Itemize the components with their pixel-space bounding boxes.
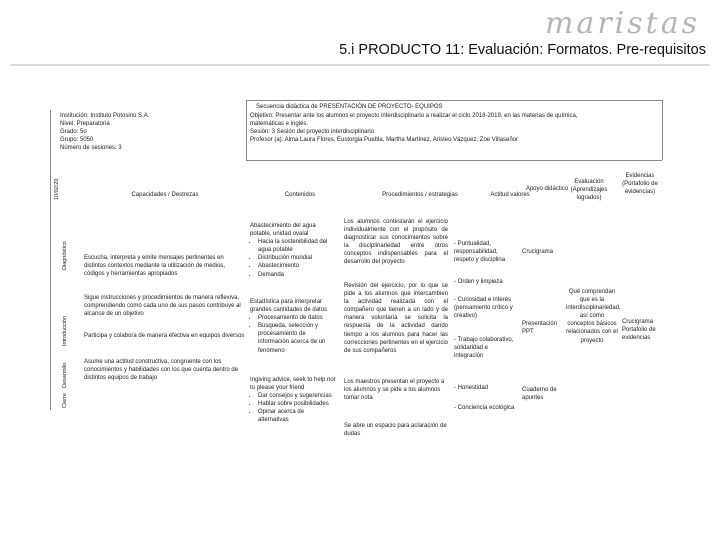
actitud-item: - Curiosidad e interés (pensamiento crítico y creativo) [454,297,513,320]
procedimiento-item: Los alumnos contestarán el ejercicio individualmente con el propósito de diagnosticar sus conocimientos sobre la disciplinariedad entre otros conceptos indispensables para el desarrollo del proyecto [344,219,448,266]
grid-line [246,160,662,161]
contenido-item: • Demanda [258,271,336,279]
procedimiento-item: Los maestros presentan el proyecto a los alumnos y se pide a los alumnos tomar nota [344,379,445,402]
lesson-plan-document [50,100,662,438]
title-divider [10,64,710,66]
actitud-item: - Conciencia ecológica [454,405,515,411]
capacidad-item: Sigue instrucciones y procedimientos de manera reflexiva, comprendiendo como cada uno de sus pasos contribuye al alcance de un objetivo [84,295,241,318]
contenidos-block [250,298,336,355]
info-line: Nivel: Preparatoria [60,121,110,128]
phase-desarrollo: Desarrollo [62,362,68,388]
contenido-item: • Búsqueda, selección y procesamiento de información acerca de un fenómeno [258,322,336,354]
actitud-item: - Honestidad [454,385,489,391]
contenidos-block [250,222,336,279]
apoyo-item: Cuaderno de apuntes [522,387,557,402]
grid-line [662,100,663,160]
actitud-item: - Trabajo colaborativo, solidaridad e integración [454,337,514,360]
apoyo-item: Crucigrama [522,249,554,255]
objective-line: matemáticas e inglés. [250,121,309,128]
header-capacidades: Capacidades / Destrezas [131,192,199,198]
procedimiento-item: Se abre un espacio para aclaración de dudas [344,423,447,438]
info-line: Número de sesiones: 3 [60,145,122,152]
contenido-title: Estadística para interpretar grandes cantidades de datos [250,299,328,314]
info-line: Institución: Instituto Potosino S.A. [60,113,150,119]
info-line: Grupo: 5050 [60,137,94,144]
objective-line: Sesión: 3 Sesión del proyecto interdisciplinario [250,129,375,136]
capacidad-item: Asume una actitud constructiva, congruente con los conocimientos y habilidades con los que cuenta dentro de distintos equipos de trabajo [84,359,239,382]
evaluacion-text: Qué comprendan que es la interdisciplinariedad, así como conceptos básicos relacionados con el proyecto [566,289,621,344]
grid-line [50,110,51,410]
evidencias-text: Crucigrama Portafolio de evidencias [622,319,656,342]
header-apoyo: Apoyo didáctico [525,186,569,192]
contenido-item: • Distribución mundial [258,254,336,262]
contenido-item: • Abastecimiento [258,262,336,270]
objective-line: Profesor (a): Alma Laura Flores, Eustorgia Puebla, Martha Martínez, Aristeo Vázquez, Zoe Villaseñor [250,137,519,144]
header-evaluacion: Evaluación (Aprendizajes logrados) [570,179,608,202]
phase-diagnostico: Diagnóstico [62,241,68,270]
actitud-item: - Orden y limpieza [454,279,503,285]
grid-line [246,100,662,101]
header-contenidos: Contenidos [284,192,316,198]
header-evidencias: Evidencias (Portafolio de evidencias) [622,173,658,196]
date-label: 10/02/20 [54,178,60,200]
objective-info [250,112,660,144]
capacidad-item: Participa y colabora de manera efectiva en equipos diversos [84,333,245,339]
contenido-title: Abastecimiento del agua potable, unidad ovalal [250,223,316,238]
secuencia-title: Secuencia didáctica de PRESENTACIÓN DE PROYECTO- EQUIPOS [256,104,443,110]
info-line: Grado: 5o [60,129,87,136]
header-procedimientos: Procedimientos / estrategias [382,192,458,198]
header-actitud: Actitud valores [490,192,530,198]
institution-info [60,112,149,152]
contenido-item: • Dar consejos y sugerencias [258,392,336,400]
contenidos-block [250,376,336,425]
procedimiento-item: Revisión del ejercicio, por lo que se pide a los alumnos que intercambien la actividad realizada con el compañero que tienen a un lado y de manera voluntaria se solicita la respuesta de la actividad dando tiempo a los alumnos para hacer las correcciones pertinentes en el ejercicio de sus compañeros [344,283,448,354]
contenido-item: • Opinar acerca de alternativas [258,408,336,424]
objective-line: Objetivo: Presentar ante los alumnos el proyecto interdisciplinario a realizar el ciclo 2018-2019, en las materias de química, [250,113,578,119]
phase-introduccion: Introducción [62,316,68,346]
contenido-item: • Hablar sobre posibilidades [258,400,336,408]
maristas-logo [544,4,712,41]
page-title: 5.i PRODUCTO 11: Evaluación: Formatos. Pre-requisitos [339,42,706,58]
contenido-item: • Hacia la sostenibilidad del agua potable [258,238,336,254]
contenido-item: • Procesamiento de datos [258,314,336,322]
logo-text: maristas [544,6,700,41]
grid-line [246,100,247,160]
contenido-title: Ingiving advice, seek to help not to please your friend [250,377,336,392]
actitud-item: - Puntualidad, responsabilidad, respeto y disciplina [454,241,506,264]
apoyo-item: Presentación PPT [522,321,558,336]
phase-cierre: Cierre [62,393,68,408]
capacidad-item: Escucha, interpreta y emite mensajes pertinentes en distintos contextos mediante la utilización de medios, códigos y herramientas apropiados [84,255,226,278]
